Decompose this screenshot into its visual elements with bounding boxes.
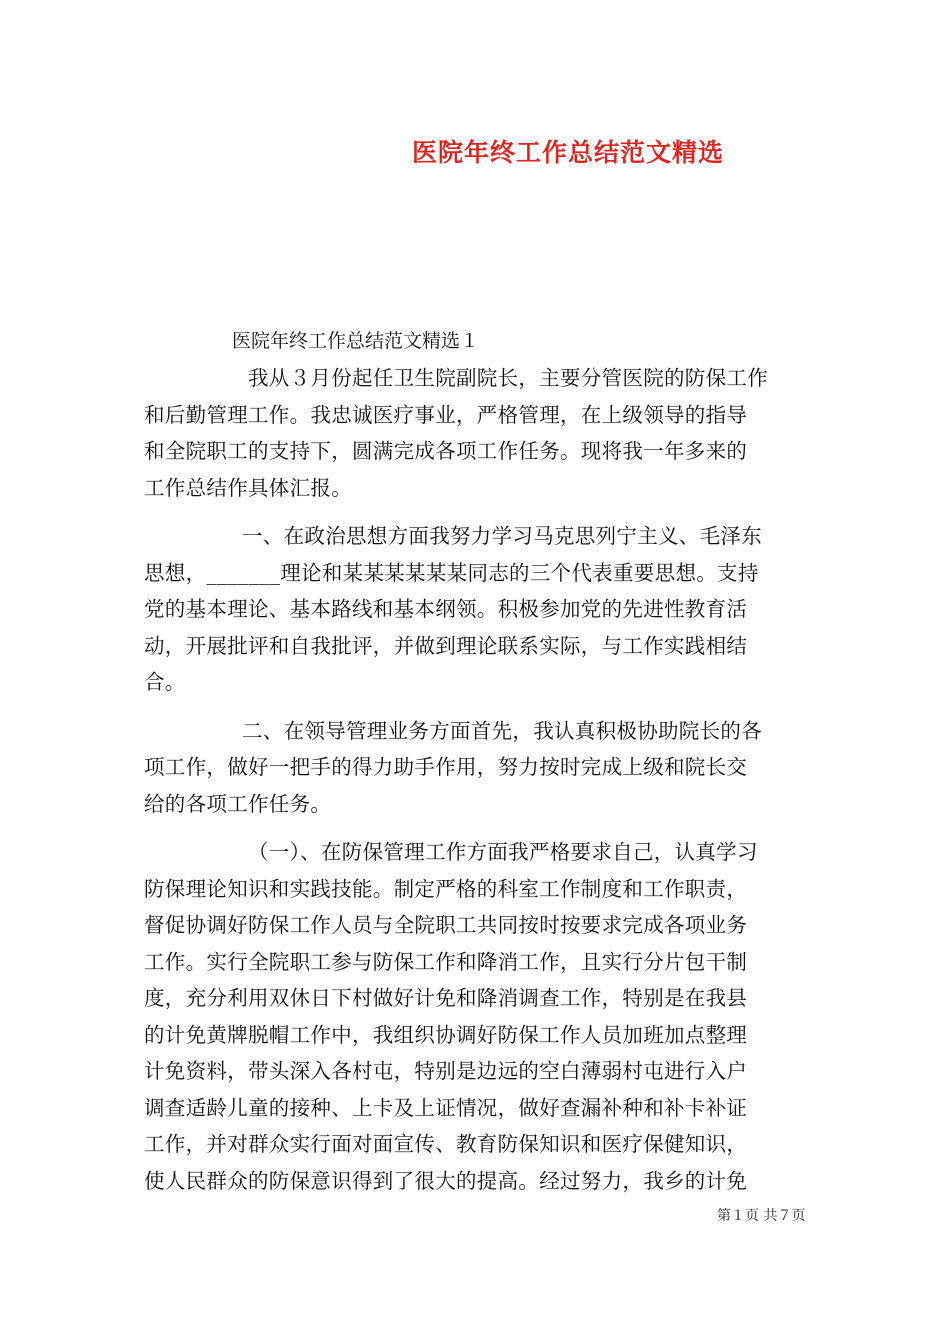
paragraph-line: 一、在政治思想方面我努力学习马克思列宁主义、毛泽东: [242, 524, 762, 548]
paragraph-line: 调查适龄儿童的接种、上卡及上证情况，做好查漏补种和补卡补证: [144, 1095, 748, 1120]
paragraph-line: （一）、在防保管理工作方面我严格要求自己，认真学习: [248, 840, 758, 864]
paragraph-line: 二、在领导管理业务方面首先，我认真积极协助院长的各: [242, 718, 762, 743]
paragraph-line: 和全院职工的支持下，圆满完成各项工作任务。现将我一年多来的: [144, 439, 748, 463]
paragraph-gap: [144, 822, 806, 834]
page-number-footer: 第１页 共７页: [717, 1208, 806, 1224]
paragraph-line: 思想，_______理论和某某某某某某同志的三个代表重要思想。支持: [144, 560, 759, 585]
paragraph-line: 工作，并对群众实行面对面宣传、教育防保知识和医疗保健知识，: [144, 1132, 748, 1156]
paragraph-line: 计免资料，带头深入各村屯，特别是边远的空白薄弱村屯进行入户: [144, 1059, 748, 1083]
paragraph-line: 合。: [144, 670, 186, 694]
document-title: 医院年终工作总结范文精选: [412, 138, 725, 167]
paragraph-line: 度，充分利用双休日下村做好计免和降消调查工作，特别是在我县: [144, 986, 748, 1010]
paragraph-line: 项工作，做好一把手的得力助手作用，努力按时完成上级和院长交: [144, 755, 748, 779]
paragraph-gap: [144, 701, 806, 713]
paragraph-line: 督促协调好防保工作人员与全院职工共同按时按要求完成各项业务: [144, 913, 748, 937]
paragraph-line: 给的各项工作任务。: [144, 791, 332, 816]
paragraph: [144, 834, 806, 1199]
document-body: [144, 360, 806, 1199]
paragraph: [144, 360, 806, 506]
paragraph-line: 的计免黄牌脱帽工作中，我组织协调好防保工作人员加班加点整理: [144, 1022, 748, 1047]
paragraph: [144, 518, 806, 701]
paragraph: [144, 713, 806, 823]
paragraph-line: 工作。实行全院职工参与防保工作和降消工作，且实行分片包干制: [144, 949, 748, 974]
paragraph-line: 我从３月份起任卫生院副院长，主要分管医院的防保工作: [248, 366, 768, 390]
paragraph-line: 和后勤管理工作。我忠诚医疗事业，严格管理，在上级领导的指导: [144, 402, 748, 427]
paragraph-gap: [144, 506, 806, 518]
paragraph-line: 工作总结作具体汇报。: [144, 475, 352, 500]
section-heading: 医院年终工作总结范文精选１: [232, 330, 480, 352]
paragraph-line: 使人民群众的防保意识得到了很大的提高。经过努力，我乡的计免: [144, 1168, 748, 1193]
paragraph-line: 党的基本理论、基本路线和基本纲领。积极参加党的先进性教育活: [144, 597, 748, 621]
paragraph-line: 防保理论知识和实践技能。制定严格的科室工作制度和工作职责，: [144, 876, 748, 901]
paragraph-line: 动，开展批评和自我批评，并做到理论联系实际，与工作实践相结: [144, 633, 748, 658]
